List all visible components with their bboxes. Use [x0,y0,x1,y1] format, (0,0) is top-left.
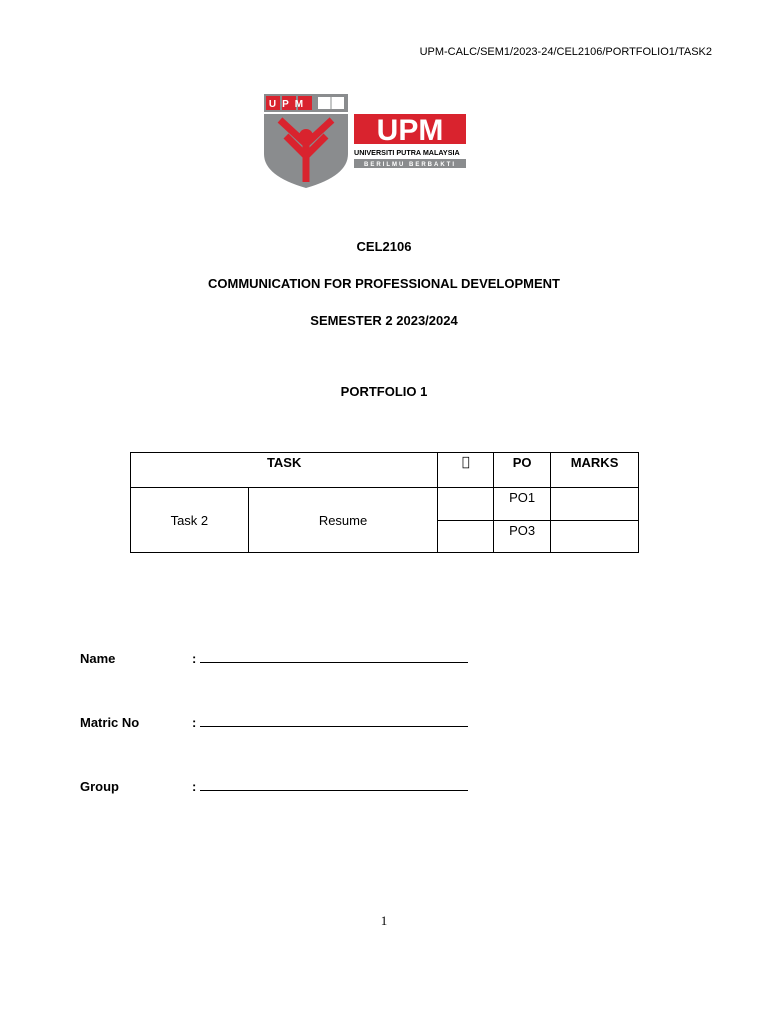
header-check-icon [438,453,494,488]
upm-logo [262,92,468,188]
group-field-row [80,778,468,794]
po-cell-1: PO1 [494,488,551,521]
name-label: Name [80,651,116,666]
check-cell-po3[interactable] [438,521,494,553]
page-number: 1 [380,913,388,928]
marks-cell-po1[interactable] [551,488,639,521]
header-marks: MARKS [551,453,639,488]
matric-field-row [80,714,468,730]
matric-label: Matric No [80,715,140,730]
name-colon: : [192,651,197,666]
document-reference: UPM-CALC/SEM1/2023-24/CEL2106/PORTFOLIO1/TASK2 [419,46,712,58]
task-name-cell: Resume [248,488,438,553]
matric-colon: : [192,715,197,730]
name-field[interactable] [200,650,468,663]
portfolio-title: PORTFOLIO 1 [340,384,428,399]
task-table [130,452,639,553]
header-task: TASK [131,453,438,488]
motto: BERILMU BERBAKTI [364,162,456,168]
semester: SEMESTER 2 2023/2024 [310,313,458,328]
table-row [131,488,639,521]
group-field[interactable] [200,778,468,791]
group-colon: : [192,779,197,794]
check-cell-po1[interactable] [438,488,494,521]
group-label: Group [80,779,119,794]
university-name: UNIVERSITI PUTRA MALAYSIA [354,148,460,157]
shield-letters: UPM [268,99,310,110]
matric-field[interactable] [200,714,468,727]
header-po: PO [494,453,551,488]
name-field-row [80,650,468,666]
course-code: CEL2106 [356,239,412,254]
wordmark: UPM [376,114,444,147]
table-header-row [131,453,639,488]
po-cell-2: PO3 [494,521,551,553]
marks-cell-po3[interactable] [551,521,639,553]
task-number-cell: Task 2 [131,488,249,553]
course-name: COMMUNICATION FOR PROFESSIONAL DEVELOPMENT [208,276,560,291]
